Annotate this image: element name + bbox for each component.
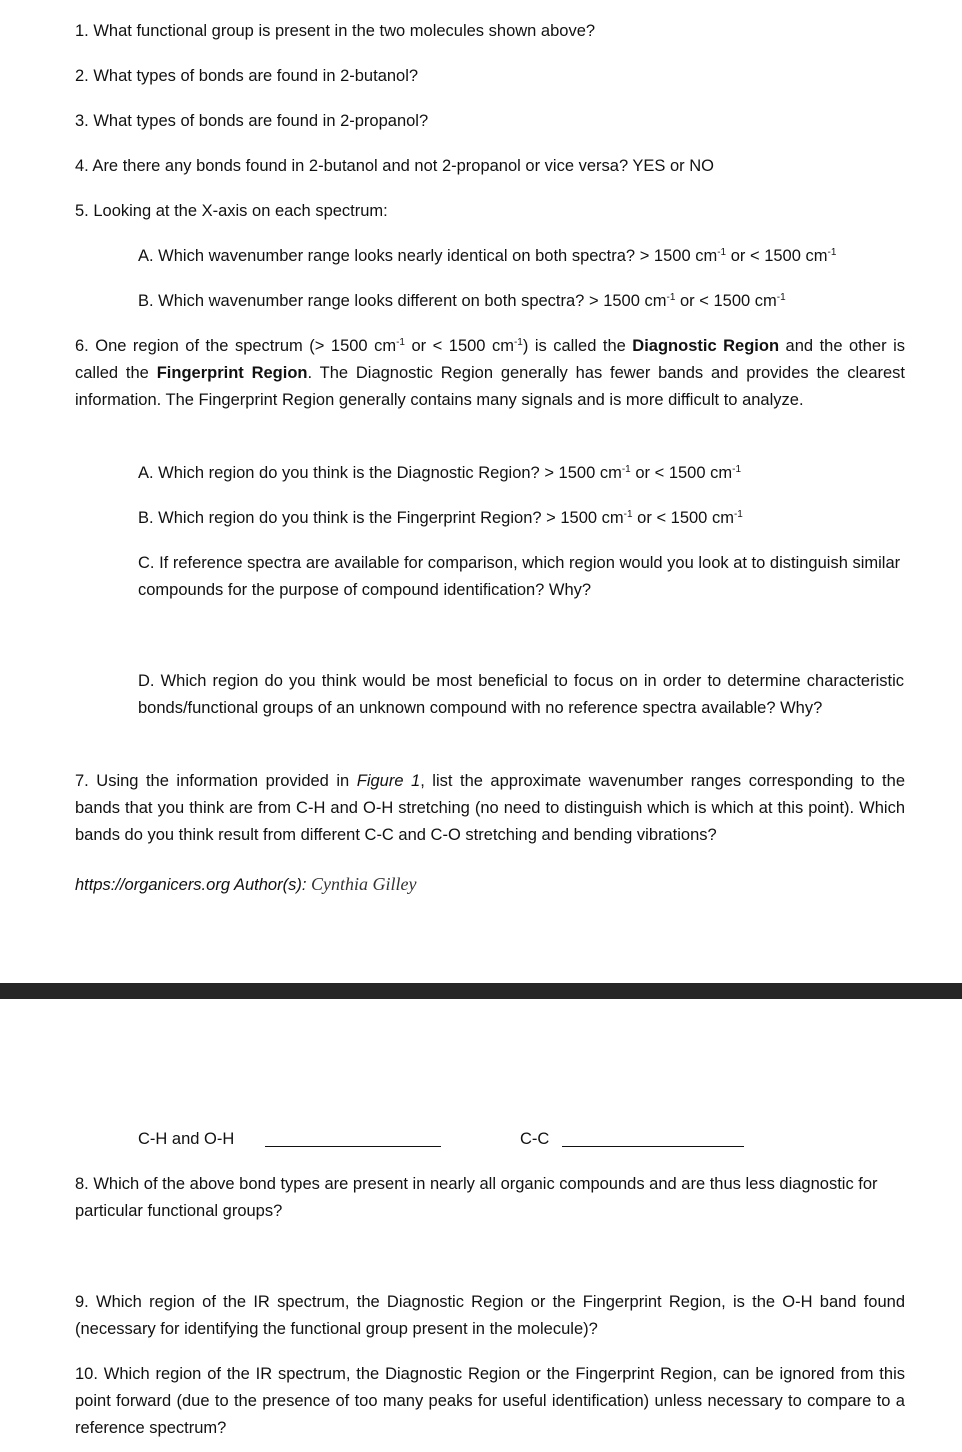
diagnostic-region-term: Diagnostic Region: [632, 337, 780, 355]
question-6c: C. If reference spectra are available for comparison, which region would you look at to distinguish similar compounds for the purpose of compound identification? Why?: [138, 554, 901, 599]
fingerprint-region-term: Fingerprint Region: [156, 364, 308, 382]
question-9: 9. Which region of the IR spectrum, the Diagnostic Region or the Fingerprint Region, is the O-H band found (necessary for identifying the functional group present in the molecule)?: [75, 1293, 905, 1338]
range-lt: < 1500 cm: [699, 292, 777, 310]
range-gt: > 1500 cm: [546, 509, 624, 527]
question-6a-text: A. Which region do you think is the Diagnostic Region?: [138, 464, 540, 482]
exponent: -1: [776, 292, 786, 303]
question-4: 4. Are there any bonds found in 2-butanol and not 2-propanol or vice versa? YES or NO: [75, 157, 715, 175]
exponent: -1: [733, 509, 743, 520]
question-7-lead: 7. Using the information provided in: [75, 772, 350, 790]
question-6-mid2: ) is called the: [522, 337, 626, 355]
range-or: or: [635, 464, 651, 482]
source-attribution: [75, 871, 417, 899]
question-6b-text: B. Which region do you think is the Fingerprint Region?: [138, 509, 542, 527]
question-7-rest: , list the approximate wavenumber ranges corresponding to the bands that you think are from C-H and O-H stretching (no need to distinguish which is which at this point). Which bands do you think result from different C-C and C-O stretching and bending vibrations?: [75, 772, 905, 844]
question-6-rest: . The Diagnostic Region generally has fewer bands and provides the clearest information. The Fingerprint Region generally contains many signals and is more difficult to analyze.: [75, 364, 905, 409]
source-url[interactable]: https://organicers.org: [75, 876, 230, 894]
question-3: 3. What types of bonds are found in 2-propanol?: [75, 112, 429, 130]
label-cc: C-C: [520, 1130, 550, 1148]
question-7: [75, 768, 905, 849]
question-1: 1. What functional group is present in the two molecules shown above?: [75, 22, 596, 40]
question-6: [75, 333, 905, 414]
answer-blank-ch-oh[interactable]: [265, 1126, 441, 1147]
exponent: -1: [621, 464, 631, 475]
author-label: Author(s):: [233, 876, 307, 894]
exponent: -1: [666, 292, 676, 303]
question-6-mid1: or < 1500 cm: [411, 337, 514, 355]
exponent: -1: [513, 337, 523, 348]
question-10: 10. Which region of the IR spectrum, the Diagnostic Region or the Fingerprint Region, can be ignored from this point forward (due to the presence of too many peaks for useful identification) unless necessary to compare to a reference spectrum?: [75, 1365, 905, 1437]
question-6-lead: 6. One region of the spectrum (> 1500 cm: [75, 337, 397, 355]
question-6-mid3: and the other is called the: [75, 337, 905, 382]
range-gt: > 1500 cm: [544, 464, 622, 482]
exponent: -1: [396, 337, 405, 348]
exponent: -1: [717, 247, 727, 258]
range-gt: > 1500 cm: [588, 292, 667, 310]
page-divider: [0, 983, 962, 999]
range-lt: < 1500 cm: [654, 464, 733, 482]
range-or: or: [637, 509, 652, 527]
exponent: -1: [732, 464, 742, 475]
question-5b: [138, 288, 904, 315]
figure-reference: Figure 1: [356, 772, 421, 790]
exponent: -1: [623, 509, 633, 520]
question-6d: D. Which region do you think would be most beneficial to focus on in order to determine characteristic bonds/functional groups of an unknown compound with no reference spectra available? Why?: [138, 672, 904, 717]
range-gt: > 1500 cm: [639, 247, 718, 265]
question-2: 2. What types of bonds are found in 2-butanol?: [75, 67, 419, 85]
label-ch-oh: C-H and O-H: [138, 1130, 235, 1148]
question-5a-text: A. Which wavenumber range looks nearly identical on both spectra?: [138, 247, 636, 265]
question-5: 5. Looking at the X-axis on each spectrum:: [75, 202, 388, 220]
question-5a: [138, 243, 904, 270]
question-6b: [138, 505, 904, 532]
range-or: or: [679, 292, 695, 310]
question-8: 8. Which of the above bond types are present in nearly all organic compounds and are thus less diagnostic for particular functional groups?: [75, 1175, 878, 1220]
question-5b-text: B. Which wavenumber range looks different on both spectra?: [138, 292, 585, 310]
exponent: -1: [827, 247, 837, 258]
question-6a: [138, 460, 904, 487]
range-lt: < 1500 cm: [749, 247, 828, 265]
answer-blank-cc[interactable]: [562, 1126, 744, 1147]
range-lt: < 1500 cm: [656, 509, 734, 527]
range-or: or: [730, 247, 746, 265]
author-name: Cynthia Gilley: [311, 874, 417, 894]
